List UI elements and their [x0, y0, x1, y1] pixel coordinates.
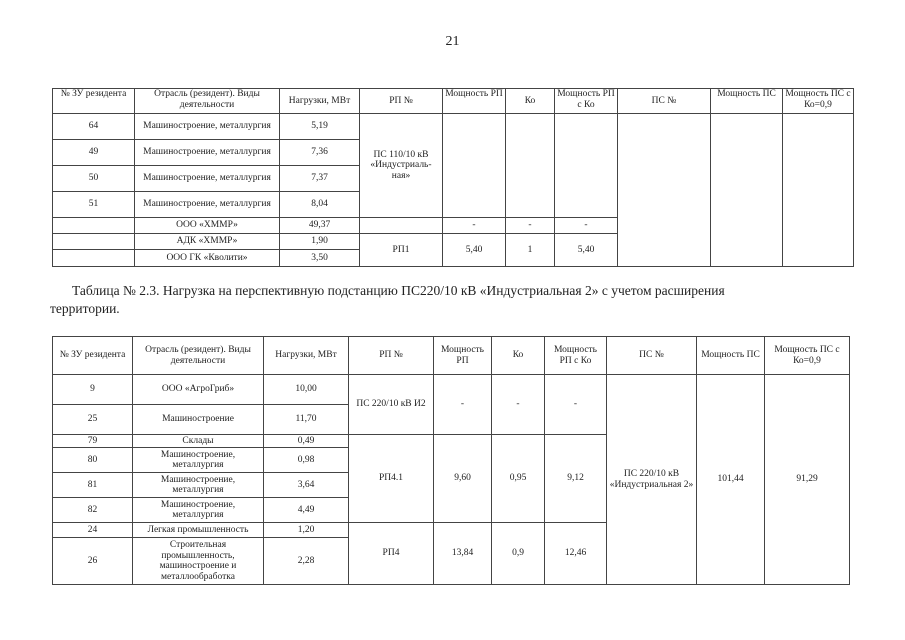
- table-caption: [50, 282, 852, 318]
- rp-cell: РП1: [360, 234, 443, 267]
- rp-power-cell: -: [443, 218, 506, 234]
- header-cell: РП №: [360, 89, 443, 114]
- branch-cell: АДК «ХММР»: [135, 234, 280, 250]
- header-cell: ПС №: [607, 337, 697, 375]
- load-cell: 10,00: [264, 375, 349, 405]
- header-cell: Нагрузки, МВт: [280, 89, 360, 114]
- header-cell: РП №: [349, 337, 434, 375]
- zu-cell: 24: [53, 523, 133, 538]
- load-cell: 49,37: [280, 218, 360, 234]
- rp-power-cell: 13,84: [434, 523, 492, 585]
- caption-line-1: Таблица № 2.3. Нагрузка на перспективную подстанцию ПС220/10 кВ «Индустриальная 2» с учетом расширения: [72, 283, 725, 298]
- branch-cell: ООО «ХММР»: [135, 218, 280, 234]
- load-cell: 3,64: [264, 473, 349, 498]
- ps-power-ko-cell: [783, 114, 854, 267]
- zu-cell: [53, 234, 135, 250]
- rp-cell: ПС 220/10 кВ И2: [349, 375, 434, 435]
- branch-cell: Машиностроение, металлургия: [133, 448, 264, 473]
- zu-cell: 50: [53, 166, 135, 192]
- zu-cell: 49: [53, 140, 135, 166]
- ko-cell: -: [492, 375, 545, 435]
- branch-cell: Машиностроение, металлургия: [135, 114, 280, 140]
- ps-power-cell: [711, 114, 783, 267]
- branch-cell: Машиностроение, металлургия: [135, 166, 280, 192]
- header-cell: Отрасль (резидент). Виды деятельности: [133, 337, 264, 375]
- load-cell: 1,90: [280, 234, 360, 250]
- header-cell: № ЗУ резидента: [53, 89, 135, 114]
- rp-power-cell: 9,60: [434, 435, 492, 523]
- load-cell: 7,36: [280, 140, 360, 166]
- zu-cell: 51: [53, 192, 135, 218]
- zu-cell: 82: [53, 498, 133, 523]
- branch-cell: Строительная промышленность, машиностроение и металлообработка: [133, 538, 264, 585]
- header-cell: Нагрузки, МВт: [264, 337, 349, 375]
- header-cell: Мощность ПС с Ко=0,9: [765, 337, 850, 375]
- page-number: 21: [445, 34, 460, 49]
- load-table-2: [52, 336, 850, 585]
- header-cell: Отрасль (резидент). Виды деятельности: [135, 89, 280, 114]
- ko-cell: [506, 114, 555, 218]
- load-cell: 5,19: [280, 114, 360, 140]
- branch-cell: Машиностроение: [133, 405, 264, 435]
- branch-cell: ООО «АгроГриб»: [133, 375, 264, 405]
- branch-cell: Машиностроение, металлургия: [133, 498, 264, 523]
- zu-cell: [53, 250, 135, 267]
- load-cell: 1,20: [264, 523, 349, 538]
- rp-power-ko-cell: 12,46: [545, 523, 607, 585]
- ko-cell: 0,95: [492, 435, 545, 523]
- table-header-row: [53, 337, 850, 375]
- branch-cell: Легкая промышленность: [133, 523, 264, 538]
- rp-power-ko-cell: 5,40: [555, 234, 618, 267]
- header-cell: Мощность ПС: [711, 89, 783, 114]
- rp-cell: [360, 218, 443, 234]
- zu-cell: 80: [53, 448, 133, 473]
- zu-cell: [53, 218, 135, 234]
- load-cell: 4,49: [264, 498, 349, 523]
- table-row: [53, 114, 854, 140]
- load-table-1: [52, 88, 854, 267]
- rp-power-ko-cell: [555, 114, 618, 218]
- header-cell: Мощность РП с Ко: [545, 337, 607, 375]
- ko-cell: 0,9: [492, 523, 545, 585]
- header-cell: Мощность РП: [434, 337, 492, 375]
- ps-cell: [618, 114, 711, 267]
- rp-cell: РП4: [349, 523, 434, 585]
- rp-power-cell: [443, 114, 506, 218]
- branch-cell: Машиностроение, металлургия: [135, 140, 280, 166]
- rp-cell: РП4.1: [349, 435, 434, 523]
- rp-power-cell: -: [434, 375, 492, 435]
- caption-line-2: территории.: [50, 301, 120, 316]
- header-cell: Ко: [492, 337, 545, 375]
- ko-cell: 1: [506, 234, 555, 267]
- load-cell: 0,49: [264, 435, 349, 448]
- header-cell: ПС №: [618, 89, 711, 114]
- ps-power-cell: 101,44: [697, 375, 765, 585]
- zu-cell: 26: [53, 538, 133, 585]
- rp-cell: ПС 110/10 кВ «Индустриаль-ная»: [360, 114, 443, 218]
- header-cell: Мощность РП с Ко: [555, 89, 618, 114]
- load-cell: 7,37: [280, 166, 360, 192]
- zu-cell: 79: [53, 435, 133, 448]
- rp-power-cell: 5,40: [443, 234, 506, 267]
- zu-cell: 64: [53, 114, 135, 140]
- header-cell: № ЗУ резидента: [53, 337, 133, 375]
- zu-cell: 25: [53, 405, 133, 435]
- branch-cell: Машиностроение, металлургия: [133, 473, 264, 498]
- ps-power-ko-cell: 91,29: [765, 375, 850, 585]
- load-cell: 0,98: [264, 448, 349, 473]
- header-cell: Мощность ПС: [697, 337, 765, 375]
- load-cell: 8,04: [280, 192, 360, 218]
- branch-cell: Склады: [133, 435, 264, 448]
- load-cell: 3,50: [280, 250, 360, 267]
- load-cell: 11,70: [264, 405, 349, 435]
- header-cell: Ко: [506, 89, 555, 114]
- load-cell: 2,28: [264, 538, 349, 585]
- branch-cell: Машиностроение, металлургия: [135, 192, 280, 218]
- branch-cell: ООО ГК «Кволити»: [135, 250, 280, 267]
- header-cell: Мощность ПС с Ко=0,9: [783, 89, 854, 114]
- header-cell: Мощность РП: [443, 89, 506, 114]
- rp-power-ko-cell: -: [555, 218, 618, 234]
- zu-cell: 81: [53, 473, 133, 498]
- ps-cell: ПС 220/10 кВ «Индустриальная 2»: [607, 375, 697, 585]
- table-row: [53, 375, 850, 405]
- table-header-row: [53, 89, 854, 114]
- zu-cell: 9: [53, 375, 133, 405]
- rp-power-ko-cell: 9,12: [545, 435, 607, 523]
- ko-cell: -: [506, 218, 555, 234]
- rp-power-ko-cell: -: [545, 375, 607, 435]
